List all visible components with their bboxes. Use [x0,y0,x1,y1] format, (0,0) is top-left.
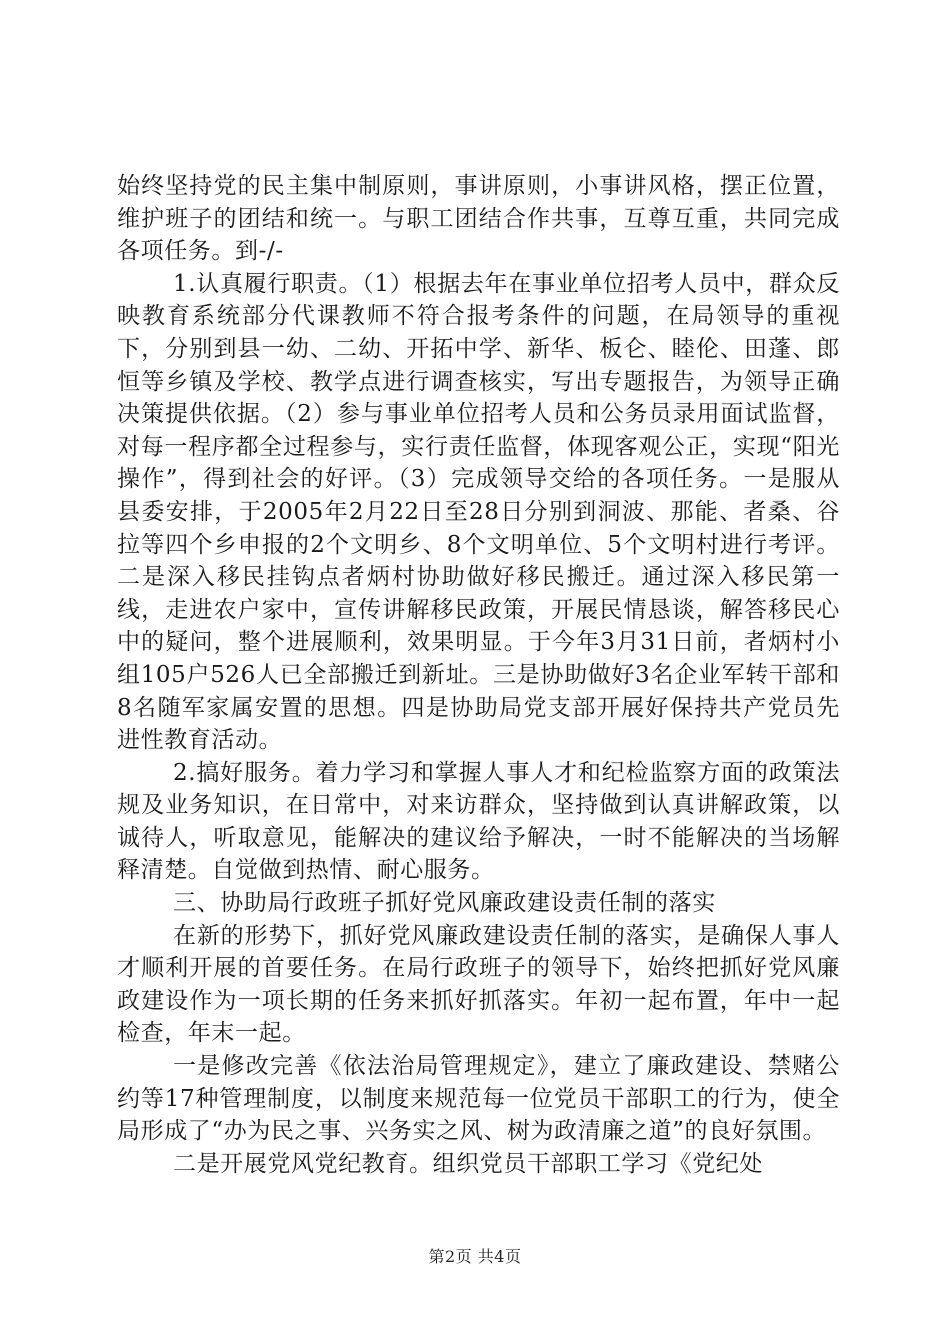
paragraph-1: 1.认真履行职责。（1）根据去年在事业单位招考人员中，群众反映教育系统部分代课教师不符合报考条件的问题，在局领导的重视下，分别到县一幼、二幼、开拓中学、新华、板仑、睦伦、田蓬、郎恒等乡镇及学校、教学点进行调查核实，写出专题报告，为领导正确决策提供依据。（2）参与事业单位招考人员和公务员录用面试监督，对每一程序都全过程参与，实行责任监督，体现客观公正，实现“阳光操作”，得到社会的好评。（3）完成领导交给的各项任务。一是服从县委安排，于2005年2月22日至28日分别到洞波、那能、者桑、谷拉等四个乡申报的2个文明乡、8个文明单位、5个文明村进行考评。二是深入移民挂钩点者炳村协助做好移民搬迁。通过深入移民第一线，走进农户家中，宣传讲解移民政策，开展民情恳谈，解答移民心中的疑问，整个进展顺利，效果明显。于今年3月31日前，者炳村小组105户526人已全部搬迁到新址。三是协助做好3名企业军转干部和8名随军家属安置的思想。四是协助局党支部开展好保持共产党员先进性教育活动。 [117,270,840,754]
paragraph-0: 始终坚持党的民主集中制原则，事讲原则，小事讲风格，摆正位置，维护班子的团结和统一。与职工团结合作共事，互尊互重，共同完成各项任务。到-/- [117,173,840,265]
section-heading-3: 三、协助局行政班子抓好党风廉政建设责任制的落实 [173,890,716,917]
page-number-footer: 第2页 共4页 [428,1247,522,1266]
paragraph-5: 一是修改完善《依法治局管理规定》，建立了廉政建设、禁赌公约等17种管理制度，以制度来规范每一位党员干部职工的行为，使全局形成了“办为民之事、兴务实之风、树为政清廉之道”的良好氛围。 [117,1053,840,1145]
paragraph-4: 在新的形势下，抓好党风廉政建设责任制的落实，是确保人事人才顺利开展的首要任务。在局行政班子的领导下，始终把抓好党风廉政建设作为一项长期的任务来抓好抓落实。年初一起布置，年中一起检查，年末一起。 [117,922,840,1047]
paragraph-6: 二是开展党风党纪教育。组织党员干部职工学习《党纪处 [173,1150,763,1177]
document-body [117,170,840,1180]
paragraph-2: 2.搞好服务。着力学习和掌握人事人才和纪检监察方面的政策法规及业务知识，在日常中，对来访群众，坚持做到认真讲解政策，以诚待人，听取意见，能解决的建议给予解决，一时不能解决的当场解释清楚。自觉做到热情、耐心服务。 [117,759,840,884]
